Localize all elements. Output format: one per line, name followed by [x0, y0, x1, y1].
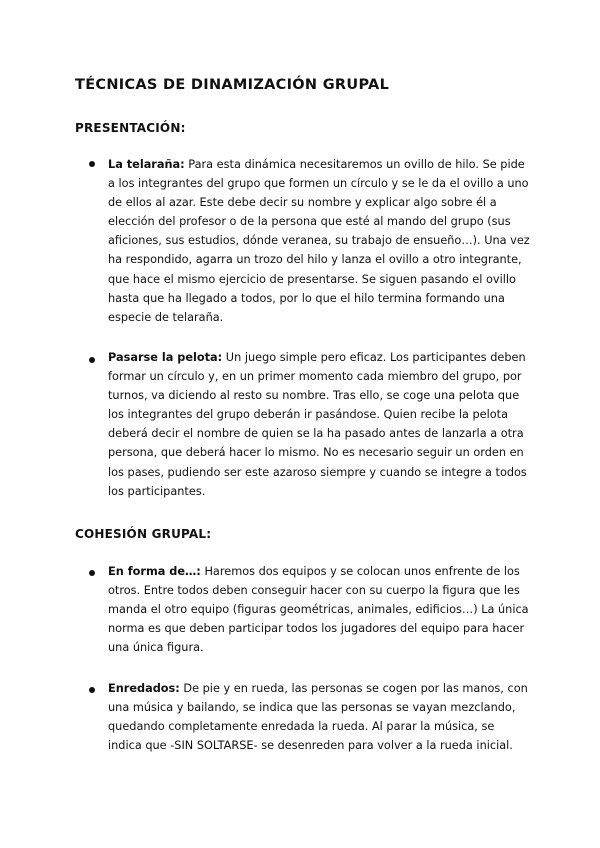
- item-term: En forma de…:: [108, 565, 201, 578]
- list-item-enredados: [108, 679, 530, 755]
- document-title: TÉCNICAS DE DINAMIZACIÓN GRUPAL: [75, 77, 390, 93]
- list-item-pasarse-la-pelota: [108, 348, 530, 501]
- bullet-icon: [89, 357, 95, 363]
- bullet-icon: [89, 687, 95, 693]
- list-item-en-forma-de: [108, 562, 530, 657]
- item-text: Haremos dos equipos y se colocan unos enfrente de los otros. Entre todos deben conseguir hacer con su cuerpo la figura que les manda el otro equipo (figuras geométricas, animales, edificios…) La única norma es que deben participar todos los jugadores del equipo para hacer una única figura.: [108, 565, 529, 655]
- item-text: De pie y en rueda, las personas se cogen por las manos, con una música y bailando, se indica que las personas se vayan mezclando, quedando completamente enredada la rueda. Al parar la música, se indica que -SIN SOLTARSE- se desenreden para volver a la rueda inicial.: [108, 682, 528, 753]
- item-text: Un juego simple pero eficaz. Los participantes deben formar un círculo y, en un primer momento cada miembro del grupo, por turnos, va diciendo al resto su nombre. Tras ello, se coge una pelota que los integrantes del grupo deberán ir pasándose. Quien recibe la pelota deberá decir el nombre de quien se la ha pasado antes de lanzarla a otra persona, que deberá hacer lo mismo. No es necesario seguir un orden en los pases, pudiendo ser este azaroso siempre y cuando se integre a todos los participantes.: [108, 351, 527, 498]
- section-heading-cohesion-grupal: COHESIÓN GRUPAL:: [75, 527, 212, 541]
- bullet-icon: [89, 570, 95, 576]
- list-item-la-telarana: [108, 155, 530, 327]
- item-term: Pasarse la pelota:: [108, 351, 223, 364]
- item-term: Enredados:: [108, 682, 180, 695]
- bullet-icon: [89, 161, 95, 167]
- item-term: La telaraña:: [108, 158, 185, 171]
- item-text: Para esta dinámica necesitaremos un ovillo de hilo. Se pide a los integrantes del grupo que formen un círculo y se le da el ovillo a uno de ellos al azar. Este debe decir su nombre y explicar algo sobre él a elección del profesor o de la persona que esté al mando del grupo (sus aficiones, sus estudios, dónde veranea, su trabajo de ensueño…). Una vez ha respondido, agarra un trozo del hilo y lanza el ovillo a otro integrante, que hace el mismo ejercicio de presentarse. Se siguen pasando el ovillo hasta que ha llegado a todos, por lo que el hilo termina formando una especie de telaraña.: [108, 158, 530, 324]
- section-heading-presentacion: PRESENTACIÓN:: [75, 121, 186, 135]
